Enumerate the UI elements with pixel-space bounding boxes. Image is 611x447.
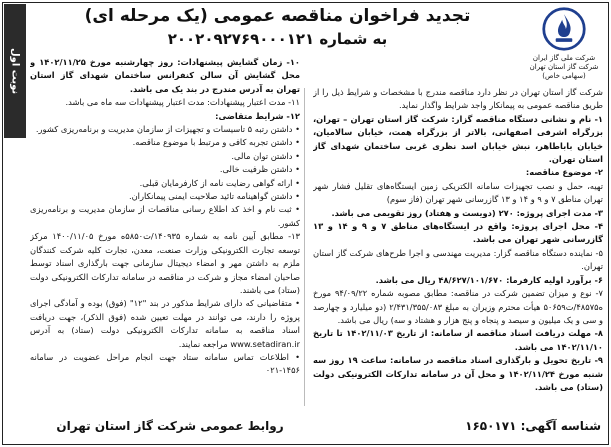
notice-title: تجدید فراخوان مناقصه عمومی (یک مرحله ای) (84, 6, 471, 26)
clause-10: ۱۰- زمان گشایش پیشنهادات: روز چهارشنبه مورخ ۱۴۰۲/۱۱/۲۵ و محل گشایش آن سالن کنفرانس ساختمان شهدای گاز استان تهران به آدرس مندرج در بند یک می باشد. (30, 57, 300, 94)
requirement-3: • داشتن توان مالی. (231, 150, 300, 161)
clause-9: ۹- تاریخ تحویل و بارگذاری اسناد مناقصه در سامانه: ساعت ۱۹ روز سه شنبه مورخ ۱۴۰۲/۱۱/۲۴ و محل آن در سامانه تدارکات الکترونیکی دولت (ستاد) می باشد. (313, 355, 603, 392)
intro-paragraph: شرکت گاز استان تهران در نظر دارد مناقصه مندرج با مشخصات و شرایط ذیل را از طریق مناقصه عمومی به پیمانکار واجد شرایط واگذار نماید. (313, 87, 603, 111)
requirement-4: • داشتن ظرفیت خالی. (219, 164, 300, 175)
clause-4: ۴- محل اجرای پروژه: واقع در ایستگاه‌های مناطق ۷ و ۹ و ۱۴ و ۱۳ گازرسانی شهر تهران می باشد. (313, 221, 603, 245)
clause-2-heading: ۲- موضوع مناقصه: (525, 167, 603, 178)
clause-1: ۱- نام و نشانی دستگاه مناقصه گزار: شرکت گاز استان تهران – تهران، بزرگراه اشرفی اصفهانی، بالاتر از بزرگراه همت، خیابان سالامیان، خیابان باباطاهر، نبش خیابان اسد نظری غربی ساختمان شهدای گاز استان تهران. (313, 113, 603, 165)
right-column (313, 86, 603, 408)
requirement-1: • داشتن رتبه ۵ تاسیسات و تجهیزات از سازمان مدیریت و برنامه‌ریزی کشور. (35, 124, 300, 135)
side-label: نوبت اول (4, 4, 26, 138)
ad-id: شناسه آگهی: ۱۶۵۰۱۷۱ (465, 419, 601, 433)
logo-line-3: (سهامی خاص) (542, 72, 586, 81)
clause-3: ۳- مدت اجرای پروژه: ۲۷۰ (دویست و هفتاد) روز تقویمی می باشد. (331, 207, 603, 218)
left-column (30, 56, 300, 418)
requirement-5: • ارائه گواهی رضایت نامه از کارفرمایان قبلی. (139, 177, 300, 188)
requirement-7: • ثبت نام و اخذ کد اطلاع رسانی مناقصات از سازمان مدیریت و برنامه‌ریزی کشور. (30, 204, 300, 228)
logo-caption (530, 54, 599, 81)
notice-number: به شماره ۲۰۰۲۰۹۲۷۶۹۰۰۰۱۲۱ (167, 30, 388, 48)
logo-line-2: شرکت گاز استان تهران (529, 63, 599, 72)
publisher: روابط عمومی شرکت گاز استان تهران (56, 419, 284, 433)
company-flame-logo-icon (541, 6, 587, 52)
clause-6: ۶- برآورد اولیه کارفرما: ۴۸/۶۲۷/۱۰۱/۶۷۰ ریال می باشد. (375, 274, 603, 285)
clause-5: ۵- نماینده دستگاه مناقصه گزار: مدیریت مهندسی و اجرا طرح‌های شرکت گاز استان تهران. (313, 247, 603, 272)
clause-7: ۷- نوع و میزان تضمین شرکت در مناقصه: مطابق مصوبه شماره ۹۴/۰۹/۲۲ مورخ ه‌۴۸۵۷۵/ت۵۰۶۵۹ هیأت محترم وزیران به مبلغ ۲/۴۳۱/۳۵۵/۰۸۳ (دو میلیارد و چهارصد و سی و یک میلیون و سیصد و پنجاه و پنج هزار و هشتاد و سه) ریال می باشد. (313, 288, 603, 325)
contact-info: • اطلاعات تماس سامانه ستاد جهت انجام مراحل عضویت در سامانه ۱۴۵۶-۰۲۱ (30, 351, 300, 376)
clause-8: ۸- مهلت دریافت اسناد مناقصه از سامانه: از تاریخ ۱۴۰۲/۱۱/۰۳ تا تاریخ ۱۴۰۲/۱۱/۱۰ می باشد. (313, 328, 603, 352)
clause-13: ۱۳- مطابق آیین نامه به شماره ۱۴۰۹۳۵/ت۵۸۵۰ه مورخ ۱۴۰۰/۱۱/۰۵ مرکز توسعه تجارت الکترونیکی وزارت صنعت، معدن، تجارت کلیه شرکت کنندگان ملزم به داشتن مهر و امضاء دیجیتال سازمانی جهت بارگذاری اسناد توسط صاحبان امضاء مجاز و شرکت در مناقصه در سامانه تدارکات الکترونیکی دولت (ستاد) می باشند. (30, 231, 300, 295)
logo-line-1: شرکت ملی گاز ایران (532, 54, 596, 62)
clause-12-heading: ۱۲- شرایط متقاضی: (215, 110, 300, 121)
clause-2-body: تهیه، حمل و نصب تجهیزات سامانه الکتریکی زمین ایستگاه‌های تقلیل فشار شهر تهران مناطق ۷ و ۹ و ۱۴ و ۱۳ گازرسانی شهر تهران (فاز سوم) (313, 180, 603, 205)
clause-11: ۱۱- مدت اعتبار پیشنهادات: مدت اعتبار پیشنهادات سه ماه می باشد. (65, 97, 300, 108)
company-logo (525, 6, 603, 84)
requirement-6: • داشتن گواهینامه تائید صلاحیت ایمنی پیمانکاران. (128, 191, 300, 202)
applicants-note: • متقاضیانی که دارای شرایط مذکور در بند "۱۲" (فوق) بوده و آمادگی اجرای پروژه را دارند، می توانند در مهلت تعیین شده (فوق الذکر)، جهت دریافت اسناد مناقصه به سامانه تدارکات الکترونیکی دولت (ستاد) به آدرس www.setadiran.ir مراجعه نمایند. (30, 298, 300, 349)
column-divider (304, 88, 305, 406)
requirement-2: • داشتن تجربه کافی و مرتبط با موضوع مناقصه. (132, 137, 300, 148)
